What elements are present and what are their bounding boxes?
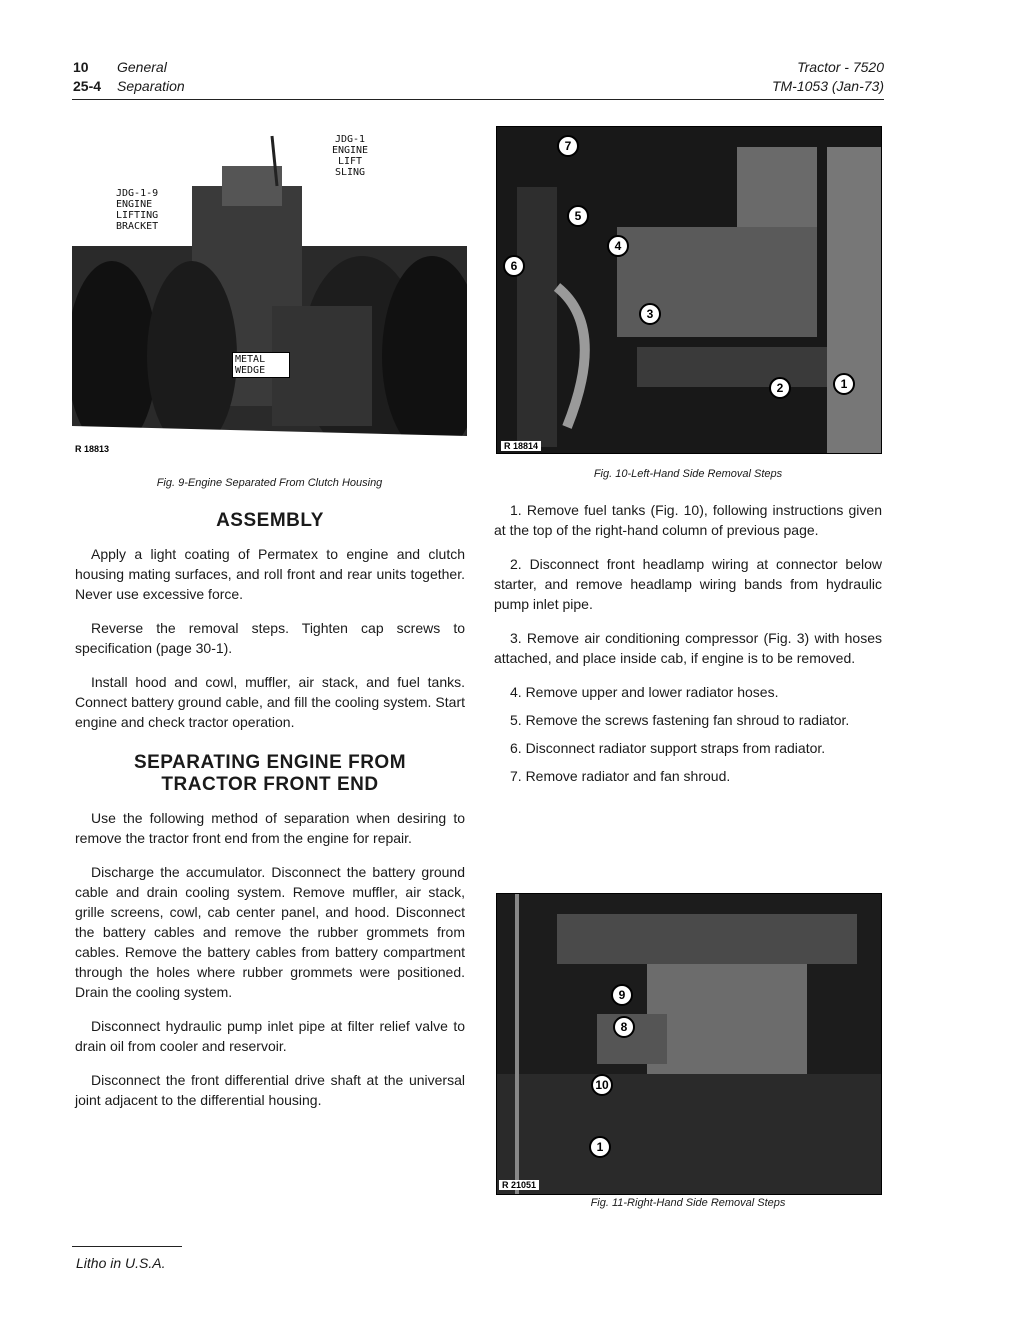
step-3: 3. Remove air conditioning compressor (Fig. 3) with hoses attached, and place inside cab, if engine is to be removed. [494, 630, 882, 666]
page-header-left [73, 58, 185, 96]
fig11-callout-8: 8 [613, 1016, 635, 1038]
right-column [494, 500, 882, 800]
fig9-photo [72, 126, 467, 456]
assembly-paragraph-3: Install hood and cowl, muffler, air stack, and fuel tanks. Connect battery ground cable, and fill the cooling system. Start engine and check tractor operation. [75, 674, 465, 730]
separating-paragraph-2: Discharge the accumulator. Disconnect the battery ground cable and drain cooling system. Remove muffler, air stack, grille screens, cowl, cab center panel, and hood. Disconnect the battery cables and remove the rubber grommets from cables. Remove the battery cables from battery compartment through the holes where rubber grommets were positioned. Drain the cooling system. [75, 864, 465, 1000]
wedge-label: METAL WEDGE [232, 352, 290, 378]
fig11-ref-number: R 21051 [499, 1180, 539, 1190]
assembly-heading: ASSEMBLY [216, 510, 324, 531]
left-column [75, 510, 465, 1124]
separating-paragraph-3: Disconnect hydraulic pump inlet pipe at filter relief valve to drain oil from cooler and reservoir. [75, 1018, 465, 1054]
fig10-callout-6: 6 [503, 255, 525, 277]
separating-paragraph-4: Disconnect the front differential drive shaft at the universal joint adjacent to the differential housing. [75, 1072, 465, 1108]
fig10-callout-7: 7 [557, 135, 579, 157]
section-name: General [117, 59, 167, 75]
separating-heading-line1: SEPARATING ENGINE FROM [133, 752, 407, 773]
engine-left-side-photo [497, 127, 881, 453]
fig10-callout-3: 3 [639, 303, 661, 325]
page-header-right [772, 58, 884, 96]
fig9-caption: Fig. 9-Engine Separated From Clutch Housing [156, 477, 383, 489]
step-4: 4. Remove upper and lower radiator hoses. [510, 684, 779, 700]
fig11-photo [496, 893, 882, 1195]
separating-paragraph-1: Use the following method of separation when desiring to remove the tractor front end from the engine for repair. [75, 810, 465, 846]
fig10-callout-1: 1 [833, 373, 855, 395]
subsection-name: Separation [117, 78, 185, 94]
section-code: 25-4 [73, 78, 102, 94]
separating-heading-line2: TRACTOR FRONT END [161, 774, 379, 795]
assembly-paragraph-2: Reverse the removal steps. Tighten cap screws to specification (page 30-1). [75, 620, 465, 656]
engine-right-side-photo [497, 894, 881, 1194]
fig10-callout-4: 4 [607, 235, 629, 257]
footer-litho: Litho in U.S.A. [76, 1255, 166, 1271]
fig10-caption: Fig. 10-Left-Hand Side Removal Steps [593, 468, 783, 480]
manual-code: TM-1053 (Jan-73) [771, 78, 884, 94]
tractor-engine-photo [72, 126, 467, 456]
fig11-callout-1: 1 [589, 1136, 611, 1158]
step-5: 5. Remove the screws fastening fan shroud to radiator. [510, 712, 850, 728]
assembly-paragraph-1: Apply a light coating of Permatex to engine and clutch housing mating surfaces, and roll front and rear units together. Never use excessive force. [75, 546, 465, 602]
page-number: 10 [73, 59, 89, 75]
step-7: 7. Remove radiator and fan shroud. [510, 768, 731, 784]
footer-rule [72, 1246, 182, 1247]
fig9-ref-number: R 18813 [72, 444, 112, 454]
fig11-callout-10: 10 [591, 1074, 613, 1096]
fig10-callout-5: 5 [567, 205, 589, 227]
step-1: 1. Remove fuel tanks (Fig. 10), following instructions given at the top of the right-hand column of previous page. [494, 502, 882, 538]
fig11-caption: Fig. 11-Right-Hand Side Removal Steps [590, 1197, 786, 1209]
fig10-photo [496, 126, 882, 454]
step-6: 6. Disconnect radiator support straps from radiator. [510, 740, 826, 756]
sling-label: JDG-1 ENGINE LIFT SLING [322, 134, 378, 178]
step-2: 2. Disconnect front headlamp wiring at connector below starter, and remove headlamp wiring bands from hydraulic pump inlet pipe. [494, 556, 882, 612]
fig10-ref-number: R 18814 [501, 441, 541, 451]
tractor-title: Tractor - 7520 [797, 59, 884, 75]
header-rule [72, 99, 884, 100]
fig10-callout-2: 2 [769, 377, 791, 399]
bracket-label: JDG-1-9 ENGINE LIFTING BRACKET [116, 188, 178, 232]
fig11-callout-9: 9 [611, 984, 633, 1006]
